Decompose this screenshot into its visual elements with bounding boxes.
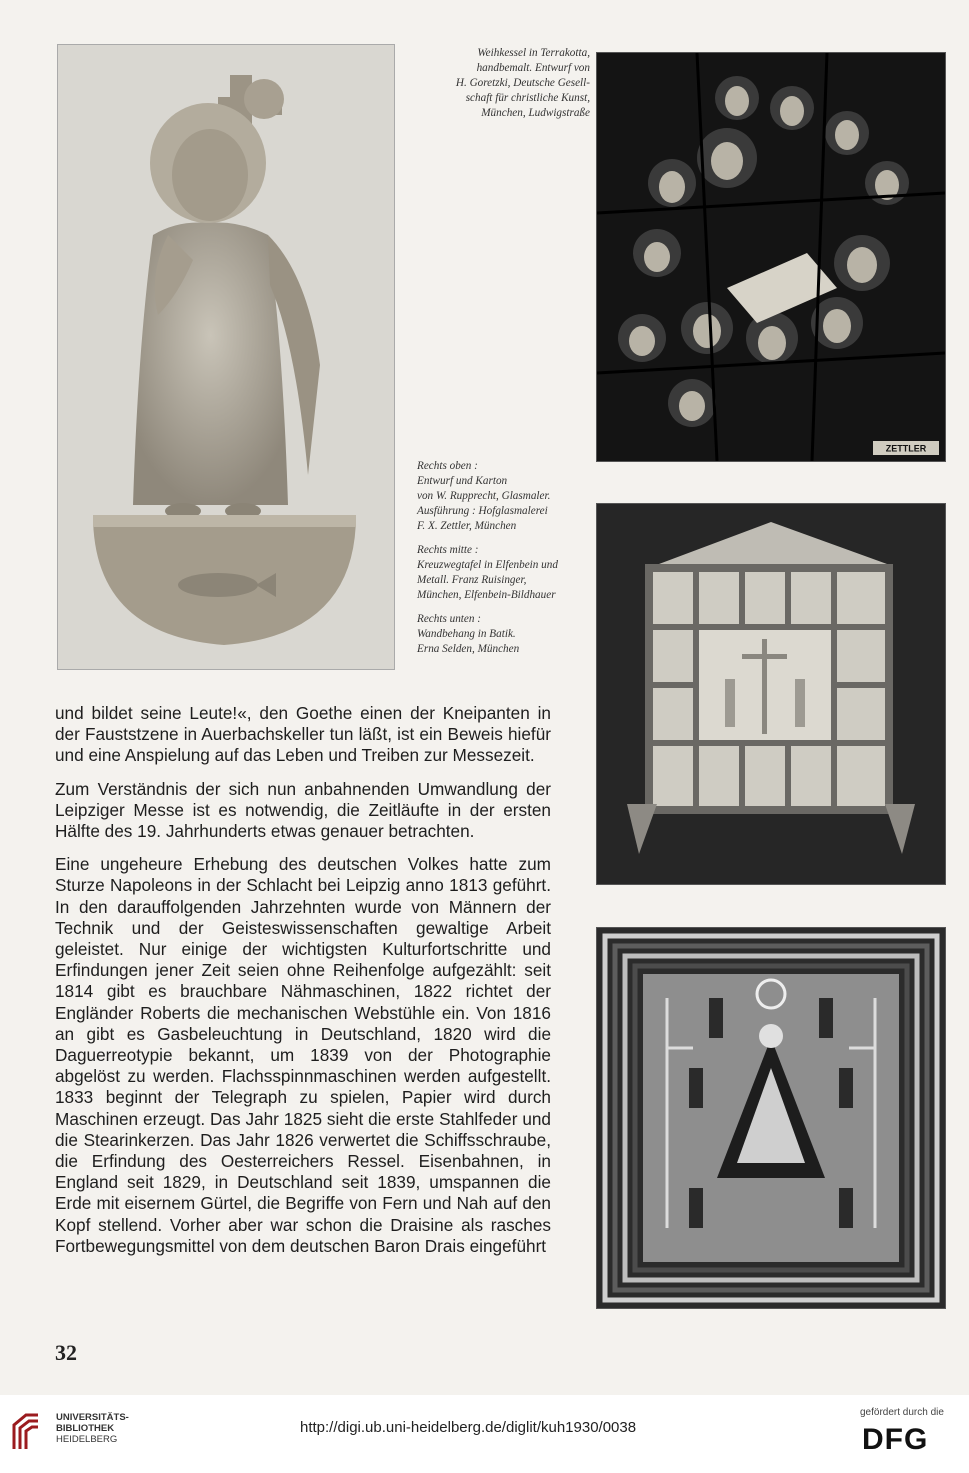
body-text — [55, 703, 551, 1257]
footer-bar — [0, 1395, 969, 1473]
library-name[interactable]: UNIVERSITÄTS- BIBLIOTHEK HEIDELBERG — [56, 1412, 129, 1445]
batik-wall-hanging-photo — [596, 927, 946, 1309]
terracotta-holy-water-font-photo — [57, 44, 395, 670]
dfg-logo[interactable]: DFG — [862, 1423, 929, 1456]
caption-unten: Rechts unten : Wandbehang in Batik. Erna Selden, München — [417, 613, 520, 655]
stations-of-cross-tablet-photo — [596, 503, 946, 885]
stained-glass-photo — [596, 52, 946, 462]
page-number: 32 — [55, 1340, 77, 1365]
caption-holy-water-font: Weihkessel in Terrakotta, handbemalt. Entwurf von H. Goretzki, Deutsche Gesell- schaft für christliche Kunst, München, Ludwigstraße — [455, 47, 590, 119]
caption-oben: Rechts oben : Entwurf und Karton von W. Rupprecht, Glasmaler. Ausführung : Hofglasmalerei F. X. Zettler, München — [417, 460, 551, 532]
paragraph: Eine ungeheure Erhebung des deutschen Volkes hatte zum Sturze Napoleons in der Schlacht bei Leipzig anno 1813 geführt. In den darauffolgenden Jahrzehnten wurde von Männern der Technik und der Geisteswissenschaften gewaltige Arbeit geleistet. Nur einige der wichtigsten Kulturfortschritte und Erfindungen jener Zeit seien ohne Reihenfolge aufgezählt: seit 1814 gibt es brauchbare Nähmaschinen, 1822 richtet der Engländer Roberts die mechanischen Webstühle ein. Von 1816 an gibt es Gasbeleuchtung in Deutschland, 1820 wird die Daguerreotypie bekannt, um 1839 von der Photographie abgelöst zu werden. Flachsspinnmaschinen werden aufgestellt. 1833 beginnt der Telegraph zu spielen, Papier wird durch Maschinen erzeugt. Das Jahr 1825 sieht die erste Stahlfeder und die Stearinkerzen. Das Jahr 1826 verwertet die Schiffsschraube, die Erfindung des Oesterreichers Ressel. Eisenbahnen, in England seit 1829, in Deutschland seit 1839, umspannen die Erde mit eisernem Gürtel, die Begriffe von Fern und Nah auf den Kopf stellend. Vorher aber war schon die Draisine als rasches Fortbewegungsmittel von dem deutschen Baron Drais eingeführt — [55, 854, 551, 1256]
caption-right-column — [417, 459, 589, 666]
glass-signature: ZETTLER — [885, 443, 927, 454]
library-logo-icon[interactable] — [8, 1409, 52, 1453]
paragraph: Zum Verständnis der sich nun anbahnenden Umwandlung der Leipziger Messe ist es notwendig, die Zeitläufte in der ersten Hälfte des 19. Jahrhunderts etwas genauer betrachten. — [55, 778, 551, 842]
caption-mitte: Rechts mitte : Kreuzwegtafel in Elfenbein und Metall. Franz Ruisinger, München, Elfenbein-Bildhauer — [417, 544, 558, 601]
permalink-url[interactable]: http://digi.ub.uni-heidelberg.de/diglit/kuh1930/0038 — [300, 1419, 637, 1436]
funding-note: gefördert durch die — [860, 1407, 944, 1418]
paragraph: und bildet seine Leute!«, den Goethe einen der Kneipanten in der Fauststzene in Auerbachskeller tun läßt, ist ein Beweis hiefür und eine Anspielung auf das Leben und Treiben zur Messezeit. — [55, 703, 551, 766]
